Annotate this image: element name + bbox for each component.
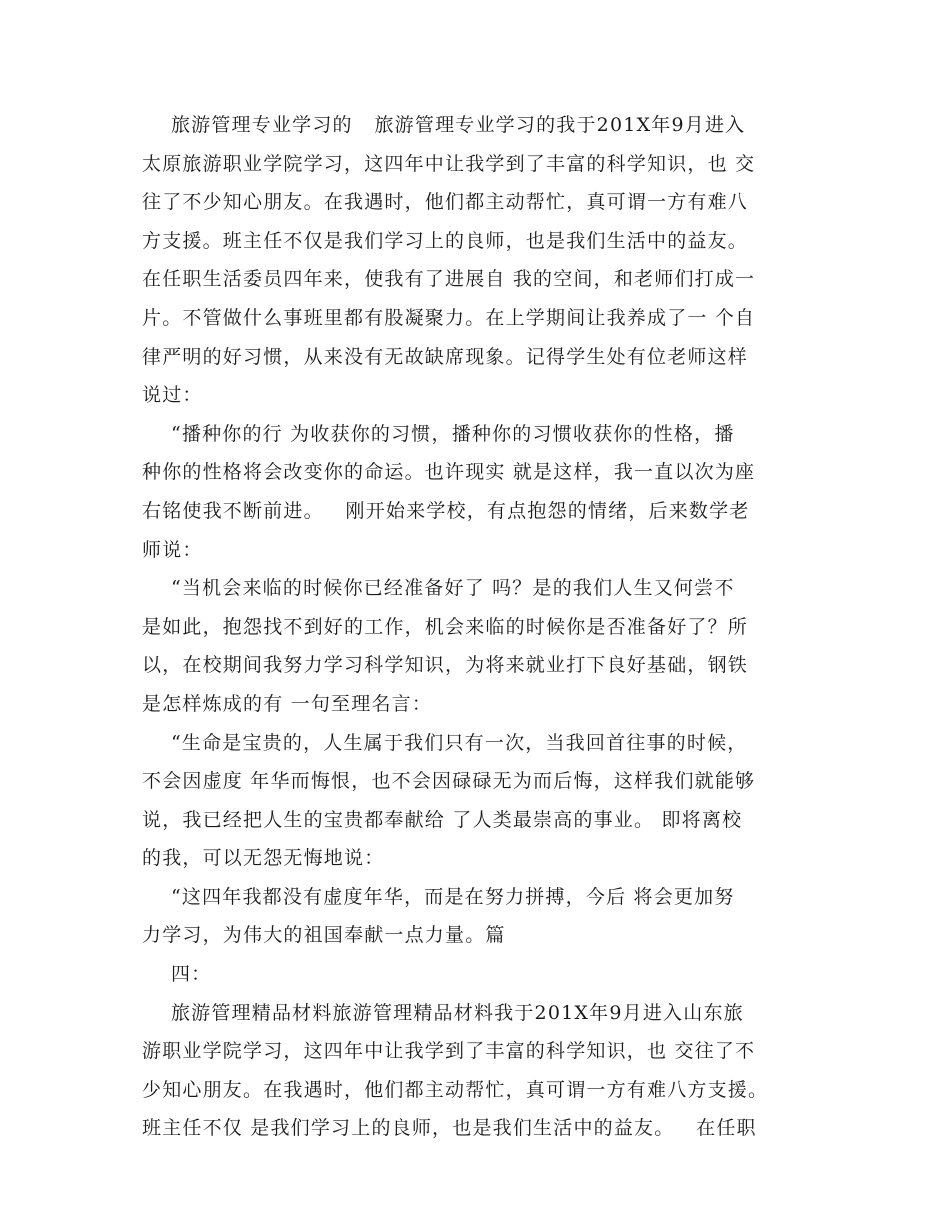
text-line: “当机会来临的时候你已经准备好了 吗？是的我们人生又何尝不	[142, 577, 735, 600]
text-line: 右铭使我不断前进。 刚开始来学校，有点抱怨的情绪，后来数学老	[142, 499, 750, 522]
text-line: “播种你的行 为收获你的习惯，播种你的习惯收获你的性格，播	[142, 422, 735, 445]
text-line: 不会因虚度 年华而悔恨，也不会因碌碌无为而后悔，这样我们就能够	[142, 770, 756, 793]
text-line: 的我，可以无怨无悔地说：	[142, 847, 385, 870]
text-line: 以，在校期间我努力学习科学知识，为将来就业打下良好基础，钢铁	[142, 654, 749, 677]
text-line: 师说：	[142, 538, 203, 561]
text-line: 旅游管理精品材料旅游管理精品材料我于201X年9月进入山东旅	[142, 1001, 744, 1024]
text-line: 说过：	[142, 384, 203, 407]
text-line: 是如此，抱怨找不到好的工作，机会来临的时候你是否准备好了？所	[142, 615, 749, 638]
text-line: 太原旅游职业学院学习，这四年中让我学到了丰富的科学知识，也 交	[142, 152, 756, 175]
text-line: 是怎样炼成的有 一句至理名言：	[142, 692, 433, 715]
text-line: 四：	[142, 963, 212, 986]
text-line: 方支援。班主任不仅是我们学习上的良师，也是我们生活中的益友。	[142, 229, 749, 252]
text-line: 往了不少知心朋友。在我遇时，他们都主动帮忙，真可谓一方有难八	[142, 191, 749, 214]
text-line: 在任职生活委员四年来，使我有了进展自 我的空间，和老师们打成一	[142, 268, 756, 291]
text-line: 种你的性格将会改变你的命运。也许现实 就是这样，我一直以次为座	[142, 461, 756, 484]
text-line: 少知心朋友。在我遇时，他们都主动帮忙，真可谓一方有难八方支援。	[142, 1078, 769, 1101]
document-body	[142, 106, 808, 1148]
text-line: 旅游管理专业学习的 旅游管理专业学习的我于201X年9月进入	[142, 114, 746, 136]
text-line: “这四年我都没有虚度年华，而是在努力拼搏，今后 将会更加努	[142, 885, 735, 908]
text-line: 游职业学院学习，这四年中让我学到了丰富的科学知识，也 交往了不	[142, 1040, 756, 1063]
text-line: 说，我已经把人生的宝贵都奉献给 了人类最崇高的事业。 即将离校	[142, 808, 743, 831]
text-line: 班主任不仅 是我们学习上的良师，也是我们生活中的益友。 在任职	[142, 1117, 757, 1140]
text-line: 片。不管做什么事班里都有股凝聚力。在上学期间让我养成了一 个自	[142, 306, 756, 329]
text-line: “生命是宝贵的，人生属于我们只有一次，当我回首往事的时候，	[142, 731, 748, 754]
text-line: 力学习，为伟大的祖国奉献一点力量。篇	[142, 924, 506, 947]
text-line: 律严明的好习惯，从来没有无故缺席现象。记得学生处有位老师这样	[142, 345, 749, 368]
